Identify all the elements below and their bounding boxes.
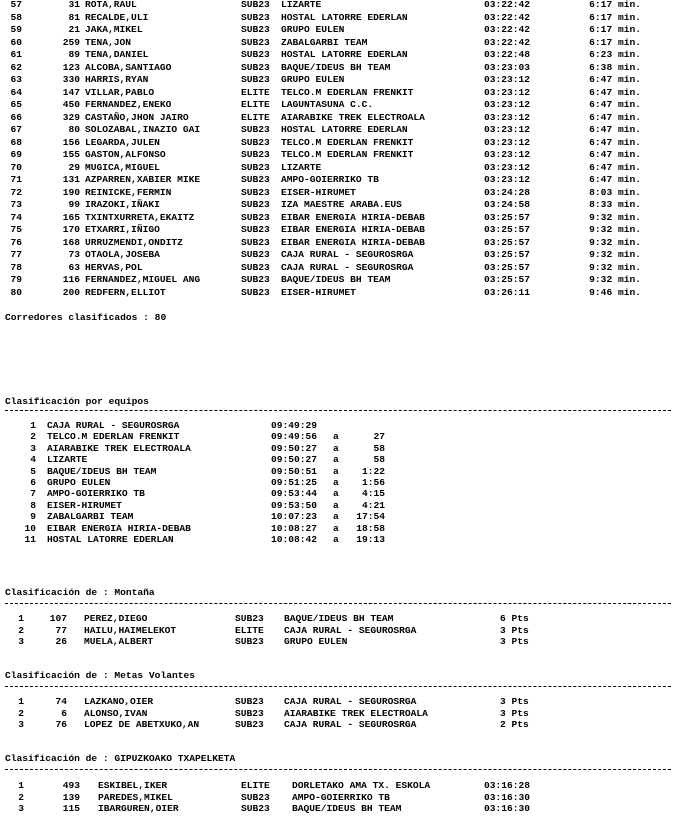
team-cell: GRUPO EULEN — [47, 477, 111, 488]
team-cell: ZABALGARBI TEAM — [281, 36, 368, 48]
rider-name-cell: ROTA,RAUL — [85, 0, 137, 10]
separator-cell: a — [333, 499, 339, 511]
divider — [5, 603, 671, 604]
rider-name-cell: IBARGUREN,OIER — [98, 803, 179, 814]
rider-name-cell: HERVAS,POL — [85, 261, 143, 273]
gap-cell: 58 — [373, 454, 385, 466]
time-cell: 03:23:12 — [484, 174, 531, 185]
time-cell: 03:22:48 — [484, 49, 531, 60]
time-cell: 09:50:51 — [271, 465, 318, 477]
position-cell: 61 — [10, 49, 22, 60]
time-cell: 09:50:27 — [271, 454, 318, 466]
gap-cell: 6:47 min. — [589, 124, 641, 135]
team-cell: EIBAR ENERGIA HIRIA-DEBAB — [281, 236, 425, 248]
time-cell: 09:53:44 — [271, 488, 318, 500]
time-cell: 03:23:12 — [484, 124, 531, 135]
category-cell: SUB23 — [241, 74, 270, 85]
position-cell: 71 — [10, 174, 22, 185]
team-cell: IZA MAESTRE ARABA.EUS — [281, 199, 402, 210]
rider-name-cell: ALONSO,IVAN — [84, 707, 148, 719]
gap-cell: 9:46 min. — [589, 286, 641, 298]
rider-name-cell: URRUZMENDI,ONDITZ — [85, 236, 183, 248]
category-cell: SUB23 — [241, 803, 270, 814]
position-cell: 66 — [10, 111, 22, 123]
position-cell: 69 — [10, 149, 22, 160]
bib-cell: 165 — [62, 211, 80, 223]
category-cell: SUB23 — [235, 696, 264, 707]
points-cell: 3 Pts — [500, 624, 529, 636]
position-cell: 70 — [10, 161, 22, 173]
category-cell: ELITE — [241, 111, 270, 123]
category-cell: SUB23 — [241, 149, 270, 160]
gap-cell: 1:22 — [361, 465, 385, 477]
time-cell: 03:25:57 — [484, 261, 531, 273]
position-cell: 1 — [18, 780, 24, 791]
gap-cell: 9:32 min. — [589, 274, 641, 285]
category-cell: ELITE — [235, 624, 264, 636]
bib-cell: 147 — [62, 86, 80, 98]
category-cell: SUB23 — [241, 11, 270, 23]
gap-cell: 1:56 — [361, 477, 385, 488]
separator-cell: a — [333, 488, 339, 500]
category-cell: SUB23 — [241, 249, 270, 260]
position-cell: 3 — [30, 442, 36, 454]
time-cell: 03:16:30 — [484, 791, 531, 803]
time-cell: 03:23:12 — [484, 99, 531, 110]
rider-name-cell: SOLOZABAL,INAZIO GAI — [85, 124, 201, 135]
bib-cell: 123 — [62, 61, 80, 73]
separator-cell: a — [333, 534, 339, 545]
position-cell: 5 — [30, 465, 36, 477]
gap-cell: 6:17 min. — [589, 11, 641, 23]
gap-cell: 6:47 min. — [589, 74, 641, 85]
team-cell: EISER-HIRUMET — [281, 186, 356, 198]
rider-name-cell: TENA,JON — [85, 36, 132, 48]
bib-cell: 107 — [49, 613, 67, 624]
gap-cell: 27 — [373, 431, 385, 443]
gap-cell: 6:47 min. — [589, 86, 641, 98]
bib-cell: 115 — [62, 803, 80, 814]
separator-cell: a — [333, 442, 339, 454]
time-cell: 09:49:56 — [271, 431, 318, 443]
time-cell: 03:22:42 — [484, 0, 531, 10]
position-cell: 11 — [24, 534, 36, 545]
bib-cell: 190 — [62, 186, 80, 198]
category-cell: SUB23 — [241, 161, 270, 173]
bib-cell: 139 — [62, 791, 80, 803]
team-cell: DORLETAKO AMA TX. ESKOLA — [292, 780, 431, 791]
category-cell: SUB23 — [241, 49, 270, 60]
position-cell: 3 — [18, 719, 24, 730]
bib-cell: 76 — [55, 719, 67, 730]
team-cell: TELCO.M EDERLAN FRENKIT — [47, 431, 180, 443]
bib-cell: 63 — [68, 261, 80, 273]
position-cell: 68 — [10, 136, 22, 148]
separator-cell: a — [333, 454, 339, 466]
bib-cell: 73 — [68, 249, 80, 260]
time-cell: 03:16:28 — [484, 780, 531, 791]
gap-cell: 6:17 min. — [589, 24, 641, 35]
position-cell: 3 — [18, 636, 24, 647]
category-cell: SUB23 — [241, 199, 270, 210]
category-cell: SUB23 — [235, 719, 264, 730]
position-cell: 2 — [30, 431, 36, 443]
team-cell: LIZARTE — [281, 0, 322, 10]
rider-name-cell: GASTON,ALFONSO — [85, 149, 166, 160]
time-cell: 03:24:58 — [484, 199, 531, 210]
points-cell: 6 Pts — [500, 613, 529, 624]
time-cell: 10:07:23 — [271, 511, 318, 523]
rider-name-cell: LAZKANO,OIER — [84, 696, 154, 707]
position-cell: 72 — [10, 186, 22, 198]
position-cell: 74 — [10, 211, 22, 223]
separator-cell: a — [333, 431, 339, 443]
team-cell: CAJA RURAL - SEGUROSRGA — [284, 696, 417, 707]
rider-name-cell: PEREZ,DIEGO — [84, 613, 148, 624]
teams-title: Clasificación por equipos — [5, 396, 149, 407]
team-cell: TELCO.M EDERLAN FRENKIT — [281, 136, 414, 148]
gap-cell: 6:47 min. — [589, 111, 641, 123]
time-cell: 03:22:42 — [484, 36, 531, 48]
time-cell: 03:22:42 — [484, 24, 531, 35]
time-cell: 03:23:03 — [484, 61, 531, 73]
category-cell: SUB23 — [235, 613, 264, 624]
category-cell: ELITE — [241, 86, 270, 98]
bib-cell: 116 — [62, 274, 80, 285]
time-cell: 03:22:42 — [484, 11, 531, 23]
classified-count: Corredores clasificados : 80 — [5, 312, 167, 323]
separator-cell: a — [333, 511, 339, 523]
position-cell: 62 — [10, 61, 22, 73]
gap-cell: 6:17 min. — [589, 36, 641, 48]
bib-cell: 21 — [68, 24, 80, 35]
position-cell: 2 — [18, 791, 24, 803]
position-cell: 59 — [10, 24, 22, 35]
category-cell: ELITE — [241, 99, 270, 110]
gap-cell: 6:23 min. — [589, 49, 641, 60]
position-cell: 3 — [18, 803, 24, 814]
team-cell: HOSTAL LATORRE EDERLAN — [47, 534, 174, 545]
category-cell: SUB23 — [241, 136, 270, 148]
category-cell: SUB23 — [241, 236, 270, 248]
position-cell: 57 — [10, 0, 22, 10]
category-cell: SUB23 — [235, 707, 264, 719]
position-cell: 76 — [10, 236, 22, 248]
rider-name-cell: HARRIS,RYAN — [85, 74, 149, 85]
team-cell: AIARABIKE TREK ELECTROALA — [281, 111, 425, 123]
position-cell: 1 — [30, 420, 36, 431]
mountain-title: Clasificación de : Montaña — [5, 587, 155, 598]
team-cell: HOSTAL LATORRE EDERLAN — [281, 49, 408, 60]
bib-cell: 200 — [62, 286, 80, 298]
team-cell: BAQUE/IDEUS BH TEAM — [284, 613, 394, 624]
team-cell: LIZARTE — [281, 161, 322, 173]
separator-cell: a — [333, 465, 339, 477]
team-cell: AIARABIKE TREK ELECTROALA — [284, 707, 428, 719]
bib-cell: 493 — [62, 780, 80, 791]
position-cell: 64 — [10, 86, 22, 98]
position-cell: 7 — [30, 488, 36, 500]
rider-name-cell: VILLAR,PABLO — [85, 86, 155, 98]
category-cell: SUB23 — [241, 224, 270, 235]
team-cell: EISER-HIRUMET — [47, 499, 122, 511]
time-cell: 03:23:12 — [484, 161, 531, 173]
team-cell: AMPO-GOIERRIKO TB — [292, 791, 390, 803]
time-cell: 03:25:57 — [484, 236, 531, 248]
position-cell: 80 — [10, 286, 22, 298]
rider-name-cell: HAILU,HAIMELEKOT — [84, 624, 177, 636]
gap-cell: 6:47 min. — [589, 149, 641, 160]
gap-cell: 17:54 — [356, 511, 385, 523]
bib-cell: 259 — [62, 36, 80, 48]
position-cell: 2 — [18, 624, 24, 636]
time-cell: 03:24:28 — [484, 186, 531, 198]
divider — [5, 410, 671, 411]
position-cell: 60 — [10, 36, 22, 48]
rider-name-cell: PAREDES,MIKEL — [98, 791, 173, 803]
bib-cell: 29 — [68, 161, 80, 173]
rider-name-cell: ETXARRI,IÑIGO — [85, 224, 160, 235]
category-cell: SUB23 — [241, 286, 270, 298]
gap-cell: 6:47 min. — [589, 99, 641, 110]
position-cell: 67 — [10, 124, 22, 135]
rider-name-cell: JAKA,MIKEL — [85, 24, 143, 35]
category-cell: SUB23 — [241, 174, 270, 185]
gap-cell: 58 — [373, 442, 385, 454]
rider-name-cell: ALCOBA,SANTIAGO — [85, 61, 172, 73]
category-cell: SUB23 — [241, 124, 270, 135]
team-cell: AMPO-GOIERRIKO TB — [281, 174, 379, 185]
gap-cell: 6:47 min. — [589, 161, 641, 173]
team-cell: TELCO.M EDERLAN FRENKIT — [281, 149, 414, 160]
category-cell: SUB23 — [241, 0, 270, 10]
time-cell: 10:08:42 — [271, 534, 318, 545]
position-cell: 2 — [18, 707, 24, 719]
bib-cell: 170 — [62, 224, 80, 235]
time-cell: 09:51:25 — [271, 477, 318, 488]
team-cell: LAGUNTASUNA C.C. — [281, 99, 374, 110]
team-cell: EISER-HIRUMET — [281, 286, 356, 298]
bib-cell: 81 — [68, 11, 80, 23]
gap-cell: 19:13 — [356, 534, 385, 545]
rider-name-cell: REDFERN,ELLIOT — [85, 286, 166, 298]
bib-cell: 450 — [62, 99, 80, 110]
position-cell: 1 — [18, 696, 24, 707]
time-cell: 03:16:30 — [484, 803, 531, 814]
points-cell: 3 Pts — [500, 636, 529, 647]
rider-name-cell: RECALDE,ULI — [85, 11, 149, 23]
rider-name-cell: LOPEZ DE ABETXUKO,AN — [84, 719, 200, 730]
category-cell: SUB23 — [241, 61, 270, 73]
time-cell: 03:25:57 — [484, 224, 531, 235]
team-cell: EIBAR ENERGIA HIRIA-DEBAB — [281, 224, 425, 235]
category-cell: SUB23 — [241, 274, 270, 285]
divider — [5, 686, 671, 687]
bib-cell: 74 — [55, 696, 67, 707]
rider-name-cell: MUELA,ALBERT — [84, 636, 154, 647]
team-cell: GRUPO EULEN — [284, 636, 348, 647]
gap-cell: 4:15 — [361, 488, 385, 500]
team-cell: AMPO-GOIERRIKO TB — [47, 488, 145, 500]
category-cell: SUB23 — [241, 186, 270, 198]
time-cell: 03:23:12 — [484, 74, 531, 85]
time-cell: 03:23:12 — [484, 86, 531, 98]
sprints-title: Clasificación de : Metas Volantes — [5, 670, 195, 681]
category-cell: SUB23 — [241, 211, 270, 223]
divider — [5, 769, 671, 770]
time-cell: 03:25:57 — [484, 211, 531, 223]
rider-name-cell: AZPARREN,XABIER MIKE — [85, 174, 201, 185]
category-cell: SUB23 — [235, 636, 264, 647]
rider-name-cell: OTAOLA,JOSEBA — [85, 249, 160, 260]
rider-name-cell: ESKIBEL,IKER — [98, 780, 168, 791]
points-cell: 3 Pts — [500, 707, 529, 719]
gap-cell: 4:21 — [361, 499, 385, 511]
team-cell: GRUPO EULEN — [281, 74, 345, 85]
position-cell: 78 — [10, 261, 22, 273]
position-cell: 9 — [30, 511, 36, 523]
team-cell: ZABALGARBI TEAM — [47, 511, 134, 523]
team-cell: LIZARTE — [47, 454, 88, 466]
category-cell: ELITE — [241, 780, 270, 791]
team-cell: TELCO.M EDERLAN FRENKIT — [281, 86, 414, 98]
rider-name-cell: TXINTXURRETA,EKAITZ — [85, 211, 195, 223]
gap-cell: 8:03 min. — [589, 186, 641, 198]
team-cell: CAJA RURAL - SEGUROSRGA — [47, 420, 180, 431]
position-cell: 63 — [10, 74, 22, 85]
separator-cell: a — [333, 522, 339, 534]
time-cell: 09:49:29 — [271, 420, 318, 431]
time-cell: 10:08:27 — [271, 522, 318, 534]
time-cell: 03:23:12 — [484, 136, 531, 148]
position-cell: 65 — [10, 99, 22, 110]
bib-cell: 330 — [62, 74, 80, 85]
bib-cell: 329 — [62, 111, 80, 123]
bib-cell: 168 — [62, 236, 80, 248]
team-cell: CAJA RURAL - SEGUROSRGA — [281, 261, 414, 273]
bib-cell: 99 — [68, 199, 80, 210]
bib-cell: 26 — [55, 636, 67, 647]
position-cell: 79 — [10, 274, 22, 285]
bib-cell: 77 — [55, 624, 67, 636]
rider-name-cell: FERNANDEZ,ENEKO — [85, 99, 172, 110]
rider-name-cell: FERNANDEZ,MIGUEL ANG — [85, 274, 201, 285]
gap-cell: 9:32 min. — [589, 261, 641, 273]
gap-cell: 9:32 min. — [589, 236, 641, 248]
points-cell: 2 Pts — [500, 719, 529, 730]
gap-cell: 9:32 min. — [589, 211, 641, 223]
position-cell: 8 — [30, 499, 36, 511]
position-cell: 1 — [18, 613, 24, 624]
team-cell: CAJA RURAL - SEGUROSRGA — [284, 624, 417, 636]
gap-cell: 6:47 min. — [589, 174, 641, 185]
position-cell: 6 — [30, 477, 36, 488]
category-cell: SUB23 — [241, 261, 270, 273]
bib-cell: 89 — [68, 49, 80, 60]
gipuzkoa-title: Clasificación de : GIPUZKOAKO TXAPELKETA — [5, 753, 236, 764]
gap-cell: 9:32 min. — [589, 224, 641, 235]
team-cell: CAJA RURAL - SEGUROSRGA — [281, 249, 414, 260]
team-cell: BAQUE/IDEUS BH TEAM — [47, 465, 157, 477]
rider-name-cell: REINICKE,FERMIN — [85, 186, 172, 198]
gap-cell: 6:17 min. — [589, 0, 641, 10]
time-cell: 09:53:50 — [271, 499, 318, 511]
bib-cell: 80 — [68, 124, 80, 135]
bib-cell: 156 — [62, 136, 80, 148]
team-cell: HOSTAL LATORRE EDERLAN — [281, 124, 408, 135]
position-cell: 4 — [30, 454, 36, 466]
team-cell: EIBAR ENERGIA HIRIA-DEBAB — [281, 211, 425, 223]
rider-name-cell: IRAZOKI,IÑAKI — [85, 199, 160, 210]
rider-name-cell: MUGICA,MIGUEL — [85, 161, 160, 173]
team-cell: CAJA RURAL - SEGUROSRGA — [284, 719, 417, 730]
rider-name-cell: CASTAÑO,JHON JAIRO — [85, 111, 189, 123]
gap-cell: 8:33 min. — [589, 199, 641, 210]
team-cell: EIBAR ENERGIA HIRIA-DEBAB — [47, 522, 191, 534]
gap-cell: 9:32 min. — [589, 249, 641, 260]
position-cell: 75 — [10, 224, 22, 235]
category-cell: SUB23 — [241, 36, 270, 48]
points-cell: 3 Pts — [500, 696, 529, 707]
time-cell: 03:26:11 — [484, 286, 531, 298]
team-cell: BAQUE/IDEUS BH TEAM — [292, 803, 402, 814]
time-cell: 09:50:27 — [271, 442, 318, 454]
bib-cell: 31 — [68, 0, 80, 10]
time-cell: 03:25:57 — [484, 274, 531, 285]
bib-cell: 155 — [62, 149, 80, 160]
gap-cell: 6:38 min. — [589, 61, 641, 73]
rider-name-cell: LEGARDA,JULEN — [85, 136, 160, 148]
time-cell: 03:23:12 — [484, 111, 531, 123]
position-cell: 58 — [10, 11, 22, 23]
category-cell: SUB23 — [241, 24, 270, 35]
bib-cell: 131 — [62, 174, 80, 185]
gap-cell: 18:58 — [356, 522, 385, 534]
rider-name-cell: TENA,DANIEL — [85, 49, 149, 60]
bib-cell: 6 — [61, 707, 67, 719]
team-cell: BAQUE/IDEUS BH TEAM — [281, 274, 391, 285]
team-cell: AIARABIKE TREK ELECTROALA — [47, 442, 191, 454]
separator-cell: a — [333, 477, 339, 488]
position-cell: 73 — [10, 199, 22, 210]
position-cell: 10 — [24, 522, 36, 534]
time-cell: 03:23:12 — [484, 149, 531, 160]
team-cell: BAQUE/IDEUS BH TEAM — [281, 61, 391, 73]
time-cell: 03:25:57 — [484, 249, 531, 260]
position-cell: 77 — [10, 249, 22, 260]
gap-cell: 6:47 min. — [589, 136, 641, 148]
team-cell: HOSTAL LATORRE EDERLAN — [281, 11, 408, 23]
team-cell: GRUPO EULEN — [281, 24, 345, 35]
category-cell: SUB23 — [241, 791, 270, 803]
